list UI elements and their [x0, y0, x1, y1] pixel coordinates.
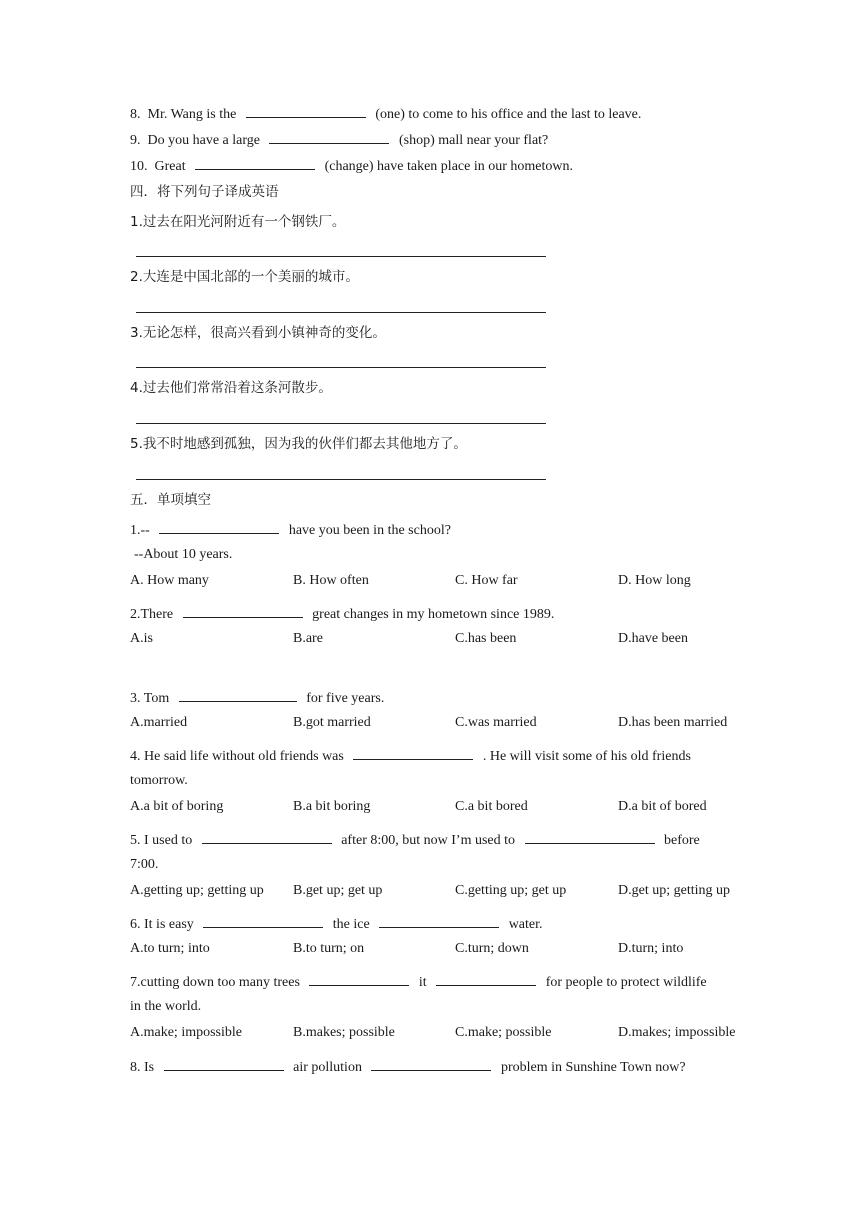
option-b[interactable]: B.get up; get up	[293, 883, 383, 898]
option-c[interactable]: C.turn; down	[455, 941, 529, 956]
option-d[interactable]: D.turn; into	[618, 941, 684, 956]
answer-blank[interactable]	[183, 604, 303, 618]
option-b[interactable]: B.to turn; on	[293, 941, 365, 956]
answer-blank[interactable]	[159, 520, 279, 534]
answer-blank[interactable]	[179, 688, 297, 702]
option-d[interactable]: D.a bit of bored	[618, 799, 707, 814]
translate-answer-line-5[interactable]	[136, 479, 546, 480]
option-d[interactable]: D.makes; impossible	[618, 1025, 736, 1040]
option-d[interactable]: D.has been married	[618, 715, 728, 730]
translate-item-2: 2.大连是中国北部的一个美丽的城市。	[130, 269, 359, 285]
fill-item-8: 8. Mr. Wang is the (one) to come to his office and the last to leave.	[130, 104, 641, 124]
option-b[interactable]: B.makes; possible	[293, 1025, 395, 1040]
answer-blank[interactable]	[246, 104, 366, 118]
translate-item-4: 4.过去他们常常沿着这条河散步。	[130, 380, 332, 396]
answer-blank[interactable]	[436, 972, 536, 986]
option-c[interactable]: C. How far	[455, 573, 518, 588]
fill-item-10: 10. Great (change) have taken place in our hometown.	[130, 156, 573, 176]
translate-answer-line-3[interactable]	[136, 367, 546, 368]
answer-blank[interactable]	[202, 830, 332, 844]
mc-question-4: 4. He said life without old friends was . He will visit some of his old friends	[130, 746, 691, 766]
option-b[interactable]: B. How often	[293, 573, 369, 588]
option-a[interactable]: A.getting up; getting up	[130, 883, 264, 898]
answer-blank[interactable]	[164, 1057, 284, 1071]
mc-question-7-continued: in the world.	[130, 999, 202, 1014]
answer-blank[interactable]	[203, 914, 323, 928]
translate-answer-line-1[interactable]	[136, 256, 546, 257]
answer-blank[interactable]	[269, 130, 389, 144]
answer-blank[interactable]	[353, 746, 473, 760]
answer-blank[interactable]	[525, 830, 655, 844]
option-c[interactable]: C.was married	[455, 715, 537, 730]
translate-item-5: 5.我不时地感到孤独，因为我的伙伴们都去其他地方了。	[130, 436, 467, 452]
option-d[interactable]: D. How long	[618, 573, 691, 588]
fill-item-9: 9. Do you have a large (shop) mall near your flat?	[130, 130, 548, 150]
option-a[interactable]: A.married	[130, 715, 188, 730]
option-c[interactable]: C.a bit bored	[455, 799, 528, 814]
mc-question-8: 8. Is air pollution problem in Sunshine Town now?	[130, 1057, 686, 1077]
option-c[interactable]: C.has been	[455, 631, 517, 646]
answer-blank[interactable]	[371, 1057, 491, 1071]
option-a[interactable]: A.to turn; into	[130, 941, 210, 956]
option-a[interactable]: A.a bit of boring	[130, 799, 224, 814]
mc-question-2: 2.There great changes in my hometown since 1989.	[130, 604, 554, 624]
translate-answer-line-4[interactable]	[136, 423, 546, 424]
section4-heading: 四．将下列句子译成英语	[130, 184, 279, 200]
option-a[interactable]: A.make; impossible	[130, 1025, 242, 1040]
mc-question-5-continued: 7:00.	[130, 857, 159, 872]
mc-question-6: 6. It is easy the ice water.	[130, 914, 543, 934]
option-a[interactable]: A. How many	[130, 573, 209, 588]
mc-question-1-reply: --About 10 years.	[134, 547, 233, 562]
option-d[interactable]: D.have been	[618, 631, 688, 646]
answer-blank[interactable]	[379, 914, 499, 928]
translate-item-1: 1.过去在阳光河附近有一个钢铁厂。	[130, 214, 346, 230]
translate-answer-line-2[interactable]	[136, 312, 546, 313]
mc-question-7: 7.cutting down too many trees it for people to protect wildlife	[130, 972, 707, 992]
mc-question-5: 5. I used to after 8:00, but now I’m used to before	[130, 830, 700, 850]
option-a[interactable]: A.is	[130, 631, 153, 646]
mc-question-4-continued: tomorrow.	[130, 773, 188, 788]
option-b[interactable]: B.got married	[293, 715, 371, 730]
option-c[interactable]: C.getting up; get up	[455, 883, 567, 898]
option-c[interactable]: C.make; possible	[455, 1025, 552, 1040]
mc-question-1: 1.-- have you been in the school?	[130, 520, 451, 540]
option-b[interactable]: B.are	[293, 631, 323, 646]
option-d[interactable]: D.get up; getting up	[618, 883, 730, 898]
answer-blank[interactable]	[309, 972, 409, 986]
option-b[interactable]: B.a bit boring	[293, 799, 371, 814]
mc-question-3: 3. Tom for five years.	[130, 688, 384, 708]
section5-heading: 五．单项填空	[130, 492, 211, 508]
answer-blank[interactable]	[195, 156, 315, 170]
translate-item-3: 3.无论怎样，很高兴看到小镇神奇的变化。	[130, 325, 386, 341]
